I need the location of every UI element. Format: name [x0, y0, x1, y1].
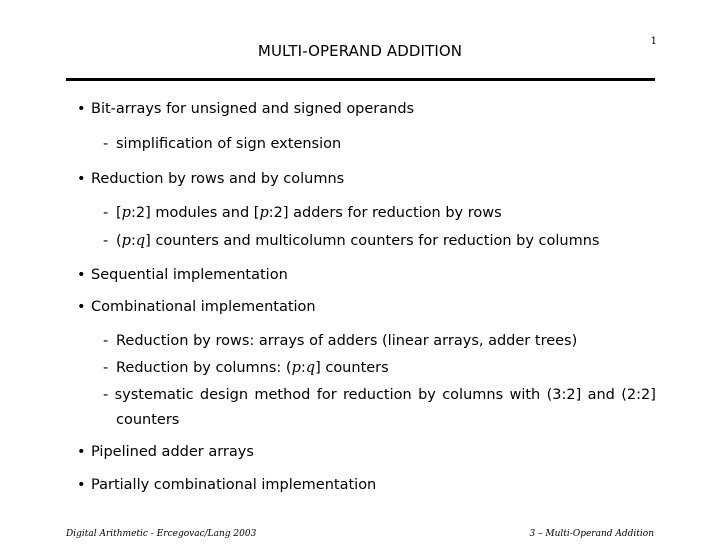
sub-p2-modules: - [p:2] modules and [p:2] adders for reduction by rows: [103, 205, 502, 221]
bullet-combinational: • Combinational implementation: [77, 299, 316, 315]
sub-columns-counters: - Reduction by columns: (p:q] counters: [103, 360, 389, 376]
sub-rows-adders: - Reduction by rows: arrays of adders (linear arrays, adder trees): [103, 333, 578, 349]
sub-sign-extension: - simplification of sign extension: [103, 136, 342, 152]
bullet-partially-combinational: • Partially combinational implementation: [77, 477, 377, 493]
bullet-bit-arrays: • Bit-arrays for unsigned and signed operands: [77, 101, 415, 117]
footer-right: 3 – Multi-Operand Addition: [529, 529, 654, 539]
bullet-reduction: • Reduction by rows and by columns: [77, 171, 345, 187]
sub-pq-counters: - (p:q] counters and multicolumn counters for reduction by columns: [103, 233, 600, 249]
page-number: 1: [650, 36, 657, 47]
title-rule: [66, 78, 655, 81]
sub-systematic-design: - systematic design method for reduction by columns with (3:2] and (2:2] counters: [103, 387, 656, 428]
bullet-sequential: • Sequential implementation: [77, 267, 288, 283]
slide-title: MULTI-OPERAND ADDITION: [257, 42, 463, 60]
bullet-pipelined: • Pipelined adder arrays: [77, 444, 254, 460]
footer-left: Digital Arithmetic - Ercegovac/Lang 2003: [66, 529, 257, 539]
